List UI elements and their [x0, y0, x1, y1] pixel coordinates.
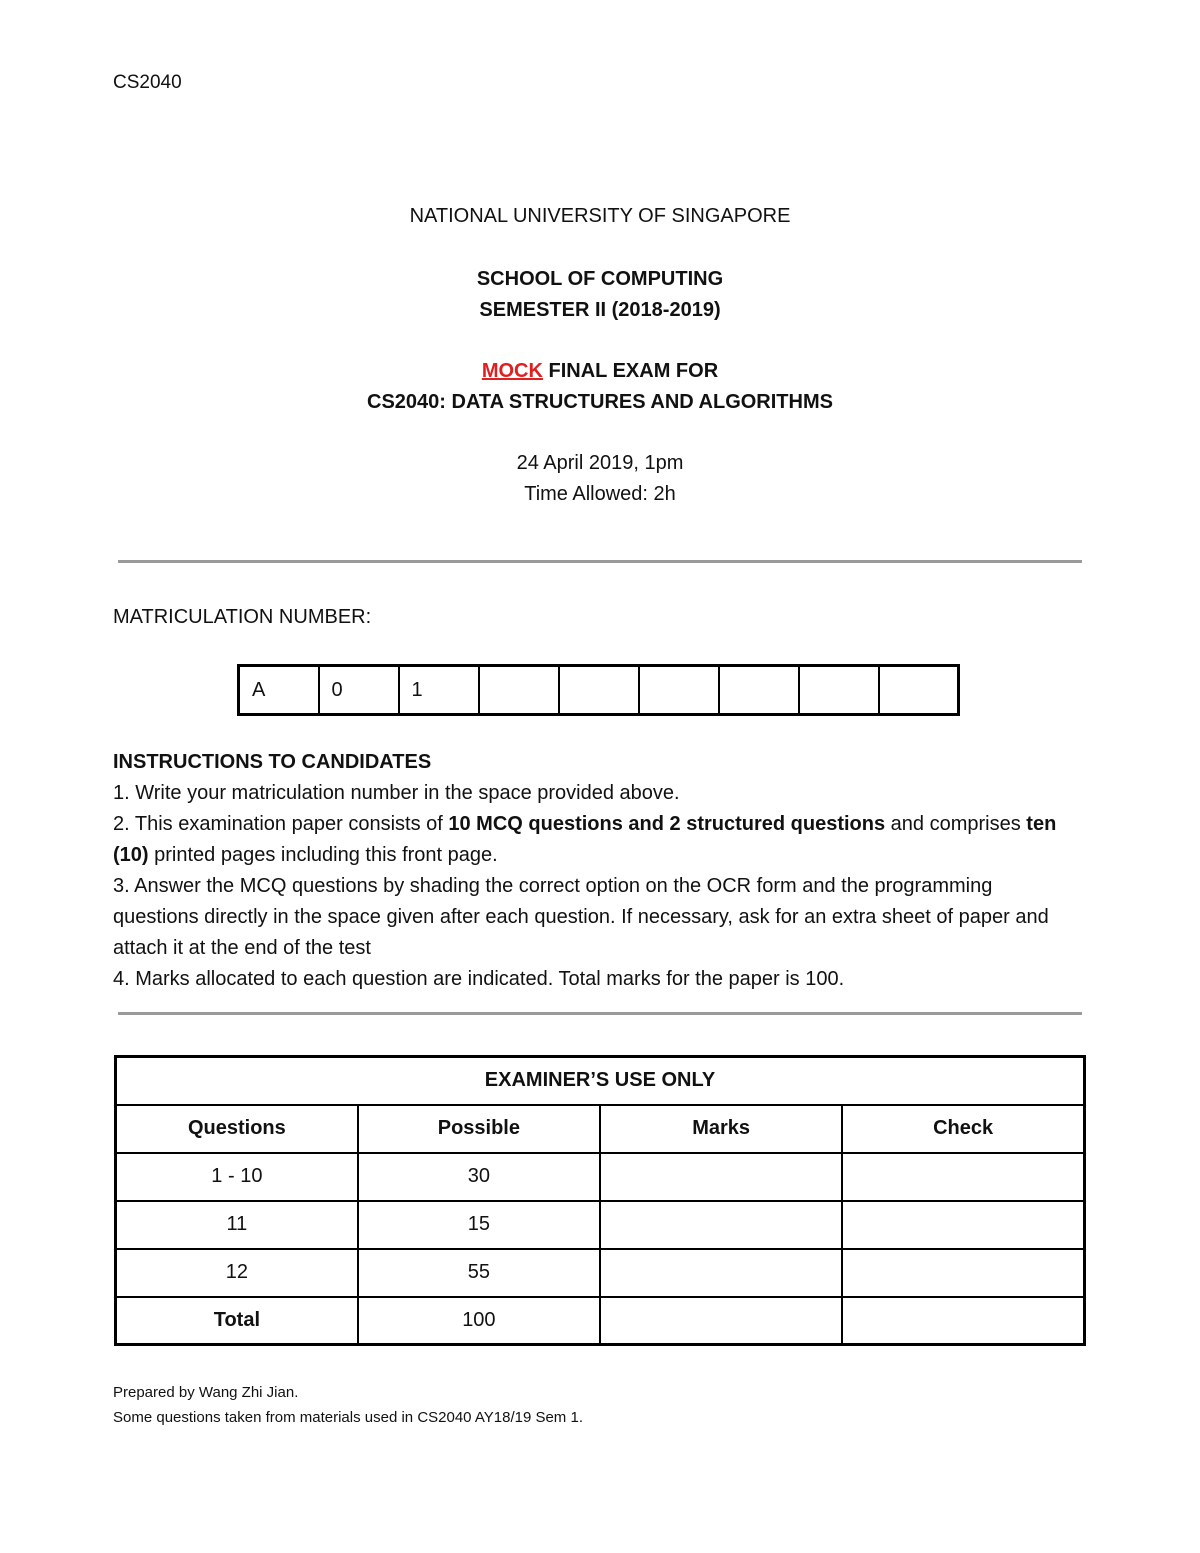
school-block [0, 264, 1200, 326]
instructions [113, 747, 1073, 995]
matric-box[interactable] [639, 666, 719, 715]
cell-check[interactable] [842, 1153, 1084, 1201]
divider-bottom [118, 1012, 1082, 1015]
university-name [0, 201, 1200, 232]
cell-possible: 55 [358, 1249, 600, 1297]
matriculation-boxes [237, 664, 960, 716]
examiner-table [114, 1055, 1086, 1346]
cell-check[interactable] [842, 1249, 1084, 1297]
cell-question: 1 - 10 [116, 1153, 358, 1201]
cell-possible-total: 100 [358, 1297, 600, 1345]
instruction-2-text-mid: and comprises [885, 813, 1027, 835]
instruction-item-3: 3. Answer the MCQ questions by shading the correct option on the OCR form and the programming questions directly in the space given after each question. If necessary, ask for an extra sheet of paper and attach it at the end of the test [113, 875, 1049, 959]
footer-prepared-by: Prepared by Wang Zhi Jian. [113, 1384, 299, 1401]
footer-source-note: Some questions taken from materials used in CS2040 AY18/19 Sem 1. [113, 1409, 583, 1426]
col-header-questions: Questions [116, 1105, 358, 1153]
matriculation-label: MATRICULATION NUMBER: [113, 606, 372, 628]
col-header-marks: Marks [600, 1105, 842, 1153]
mock-label: MOCK [481, 360, 543, 382]
time-allowed: Time Allowed: 2h [524, 483, 676, 505]
instruction-2-bold-questions: 10 MCQ questions and 2 structured questions [448, 813, 886, 835]
cell-marks-total[interactable] [600, 1297, 842, 1345]
semester: SEMESTER II (2018-2019) [479, 299, 721, 321]
examiner-caption: EXAMINER’S USE ONLY [116, 1057, 1085, 1105]
exam-title [0, 356, 1200, 387]
table-row-total [116, 1297, 1085, 1345]
header-course-code: CS2040 [113, 72, 182, 93]
instructions-heading: INSTRUCTIONS TO CANDIDATES [113, 751, 432, 773]
cell-question-total: Total [116, 1297, 358, 1345]
matric-box[interactable] [879, 666, 959, 715]
school-name: SCHOOL OF COMPUTING [476, 268, 724, 290]
matric-box[interactable]: 0 [319, 666, 399, 715]
instruction-2-text: 2. This examination paper consists of [113, 813, 449, 835]
cell-check-total[interactable] [842, 1297, 1084, 1345]
col-header-possible: Possible [358, 1105, 600, 1153]
exam-title-block [0, 356, 1200, 418]
course-title: CS2040: DATA STRUCTURES AND ALGORITHMS [367, 391, 833, 413]
exam-date: 24 April 2019, 1pm [516, 452, 684, 474]
exam-title-rest: FINAL EXAM FOR [542, 360, 719, 382]
divider-top [118, 560, 1082, 563]
matric-box[interactable] [559, 666, 639, 715]
table-row [116, 1249, 1085, 1297]
cell-possible: 15 [358, 1201, 600, 1249]
matric-box[interactable] [719, 666, 799, 715]
instruction-2-text-end: printed pages including this front page. [148, 844, 498, 866]
instruction-item-4: 4. Marks allocated to each question are indicated. Total marks for the paper is 100. [113, 968, 845, 990]
cell-marks[interactable] [600, 1153, 842, 1201]
cell-possible: 30 [358, 1153, 600, 1201]
cell-question: 11 [116, 1201, 358, 1249]
matric-box[interactable]: A [239, 666, 319, 715]
cell-check[interactable] [842, 1201, 1084, 1249]
matric-box[interactable]: 1 [399, 666, 479, 715]
exam-time-block [0, 448, 1200, 510]
col-header-check: Check [842, 1105, 1084, 1153]
matric-box[interactable] [479, 666, 559, 715]
table-row [116, 1153, 1085, 1201]
instruction-2-bold-pages: ten (10) [113, 813, 1057, 866]
footer-notes [113, 1380, 583, 1430]
instruction-item-2 [113, 809, 1073, 871]
university-line: NATIONAL UNIVERSITY OF SINGAPORE [409, 205, 791, 227]
matric-box[interactable] [799, 666, 879, 715]
cell-marks[interactable] [600, 1201, 842, 1249]
cell-marks[interactable] [600, 1249, 842, 1297]
cell-question: 12 [116, 1249, 358, 1297]
table-row [116, 1201, 1085, 1249]
instruction-item-1: 1. Write your matriculation number in the space provided above. [113, 782, 680, 804]
